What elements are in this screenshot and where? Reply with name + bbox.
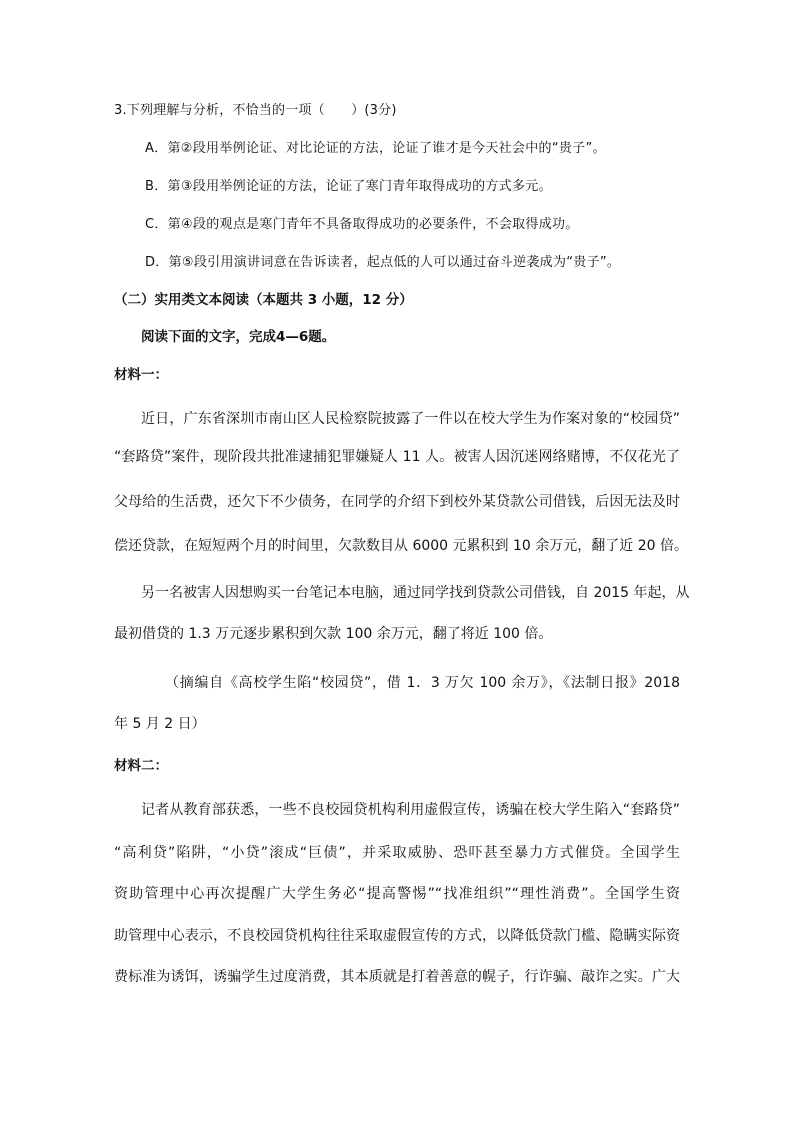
material2-line: 记者从教育部获悉，一些不良校园贷机构利用虚假宣传，诱骗在校大学生陷入“套路贷” [141, 802, 680, 818]
section-heading: （二）实用类文本阅读（本题共 3 小题，12 分） [114, 292, 413, 308]
material1-line: 近日，广东省深圳市南山区人民检察院披露了一件以在校大学生为作案对象的“校园贷” [141, 411, 680, 427]
question-stem: 3.下列理解与分析，不恰当的一项（ ）(3分) [114, 103, 397, 118]
material1-label: 材料一： [114, 367, 168, 383]
material1-source: （摘编自《高校学生陷“校园贷”，借 1．3 万欠 100 余万》，《法制日报》2018 [165, 675, 680, 691]
material2-label: 材料二： [114, 758, 168, 774]
option-a: A．第②段用举例论证、对比论证的方法，论证了谁才是今天社会中的“贵子”。 [145, 141, 606, 156]
option-b: B．第③段用举例论证的方法，论证了寒门青年取得成功的方式多元。 [145, 179, 552, 194]
material2-line: 资助管理中心再次提醒广大学生务必“提高警惕”“找准组织”“理性消费”。全国学生资 [114, 886, 680, 902]
material1-line: 父母给的生活费，还欠下不少债务，在同学的介绍下到校外某贷款公司借钱，后因无法及时 [114, 494, 680, 510]
option-c: C．第④段的观点是寒门青年不具备取得成功的必要条件，不会取得成功。 [145, 217, 579, 232]
material2-line: 助管理中心表示，不良校园贷机构往往采取虚假宣传的方式，以降低贷款门槛、隐瞒实际资 [114, 928, 680, 944]
material1-line: “套路贷”案件，现阶段共批准逮捕犯罪嫌疑人 11 人。被害人因沉迷网络赌博，不仅花光了 [114, 449, 680, 465]
material1-line: 偿还贷款，在短短两个月的时间里，欠款数目从 6000 元累积到 10 余万元，翻了近 20 倍。 [114, 538, 688, 554]
material1-line: 最初借贷的 1.3 万元逐步累积到欠款 100 余万元，翻了将近 100 倍。 [114, 626, 553, 642]
material1-source-cont: 年 5 月 2 日） [114, 716, 206, 732]
material2-line: “高利贷”陷阱，“小贷”滚成“巨债”，并采取威胁、恐吓甚至暴力方式催贷。全国学生 [114, 845, 680, 861]
section-instruction: 阅读下面的文字，完成4—6题。 [141, 329, 336, 345]
material2-line: 费标准为诱饵，诱骗学生过度消费，其本质就是打着善意的幌子，行诈骗、敲诈之实。广大 [114, 969, 680, 985]
material1-line: 另一名被害人因想购买一台笔记本电脑，通过同学找到贷款公司借钱，自 2015 年起，从 [141, 585, 690, 601]
option-d: D．第⑤段引用演讲词意在告诉读者，起点低的人可以通过奋斗逆袭成为“贵子”。 [145, 255, 621, 270]
